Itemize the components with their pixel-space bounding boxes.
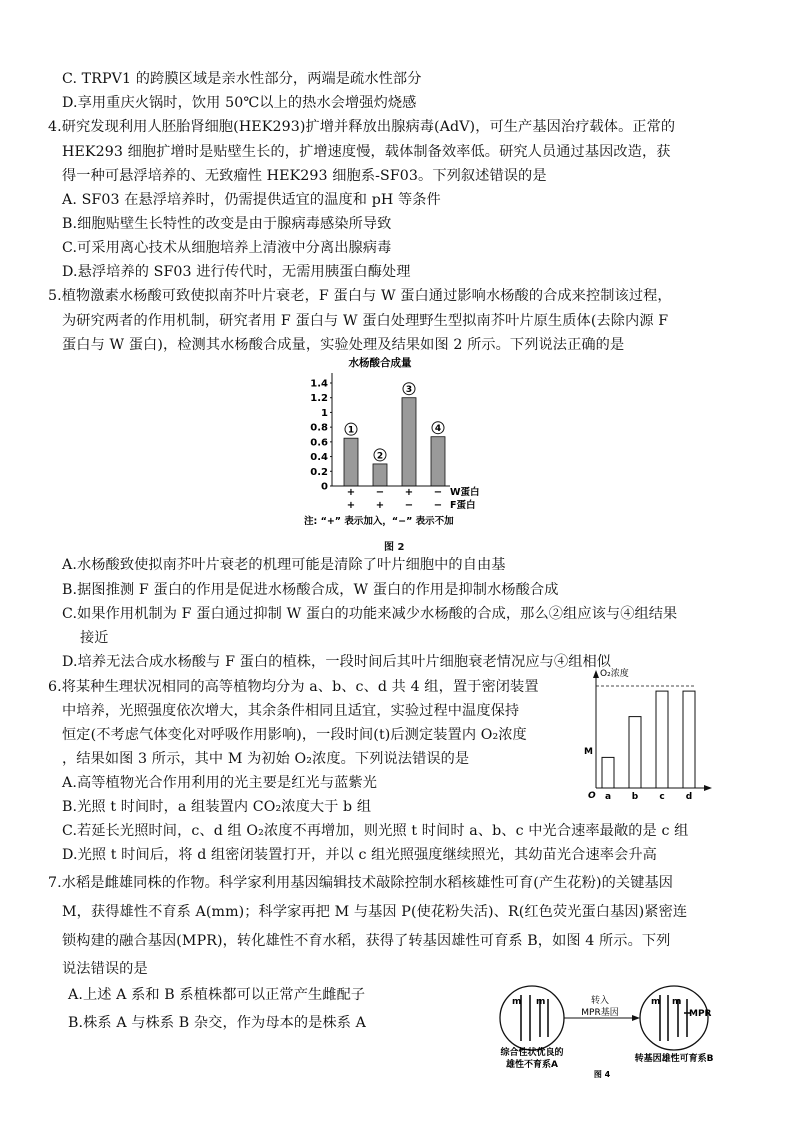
bar [431,437,445,486]
text-line: HEK293 细胞扩增时是贴壁生长的，扩增速度慢，载体制备效率低。研究人员通过基因改造，获 [62,144,671,160]
left-label-1: 综合性状优良的 [500,1048,564,1058]
text-line: 中培养，光照强度依次增大，其余条件相同且适宜，实验过程中温度保持 [62,703,520,719]
text-line: A.上述 A 系和 B 系植株都可以正常产生雌配子 [68,987,366,1003]
o2-bar [629,717,641,788]
right-label: 转基因雄性可育系B [634,1054,714,1064]
text-line: D.享用重庆火锅时，饮用 50℃以上的热水会增强灼烧感 [62,95,417,111]
y-tick-label: 0.2 [310,466,328,478]
text-line: 6.将某种生理状况相同的高等植物均分为 a、b、c、d 共 4 组，置于密闭装置 [48,679,539,695]
o2-bar [656,691,668,788]
text-line: D.光照 t 时间后，将 d 组密闭装置打开，并以 c 组光照强度继续照光，其幼苗光合速率会升高 [62,847,657,863]
text-line: 5.植物激素水杨酸可致使拟南芥叶片衰老，F 蛋白与 W 蛋白通过影响水杨酸的合成来控制该过程， [48,288,672,304]
bar [402,398,416,486]
svg-text:m: m [672,997,682,1007]
y-axis-label: O₂浓度 [600,669,629,679]
bar-label: 4 [434,424,442,435]
sign-w_row: − [375,487,385,498]
left-label-2: 雄性不育系A [506,1060,558,1070]
m-label: M [584,747,593,757]
text-line: A.水杨酸致使拟南芥叶片衰老的机理可能是清除了叶片细胞中的自由基 [62,557,506,573]
bar-label: 1 [347,425,355,436]
x-category-label: a [604,792,612,802]
text-line: C.可采用离心技术从细胞培养上清液中分离出腺病毒 [62,240,392,256]
bar [344,438,358,486]
sign-w_row: − [433,487,443,498]
sign-f_row: − [433,500,443,511]
y-tick-label: 0.8 [310,422,328,434]
svg-text:m: m [512,997,522,1007]
y-tick-label: 0.4 [310,452,328,464]
sign-f_row: + [346,500,356,511]
arrow-label-2: MPR基因 [581,1008,619,1018]
y-tick-label: 0 [321,481,328,493]
x-category-label: c [659,792,665,802]
sign-w_row: + [346,487,356,498]
text-line: 得一种可悬浮培养的、无致瘤性 HEK293 细胞系-SF03。下列叙述错误的是 [62,168,547,184]
svg-text:m: m [536,997,546,1007]
figure-4-chromosome-diagram [494,973,734,1083]
w-protein-label: W蛋白 [450,487,480,498]
text-line: 蛋白与 W 蛋白)，检测其水杨酸合成量，实验处理及结果如图 2 所示。下列说法正确的是 [62,337,625,353]
sign-w_row: + [404,487,414,498]
figure-2-caption: 图 2 [384,542,405,553]
text-line: B.光照 t 时间时，a 组装置内 CO₂浓度大于 b 组 [62,799,372,815]
mpr-label: MPR [689,1009,712,1019]
bar-label: 2 [376,451,384,462]
text-line: C.如果作用机制为 F 蛋白通过抑制 W 蛋白的功能来减少水杨酸的合成，那么②组应该与④组结果 [62,606,678,622]
bar [373,464,387,486]
svg-text:m: m [651,997,661,1007]
x-category-label: d [685,792,693,802]
figure-2-salicylic-acid-chart [300,355,520,535]
bar-label: 3 [405,385,413,396]
text-line: 为研究两者的作用机制，研究者用 F 蛋白与 W 蛋白处理野生型拟南芥叶片原生质体(去除内源 F [62,313,669,329]
text-line: B.细胞贴壁生长特性的改变是由于腺病毒感染所导致 [62,216,392,232]
figure-3-o2-chart [582,666,712,802]
text-line: 锁构建的融合基因(MPR)，转化雄性不育水稻，获得了转基因雄性可育系 B，如图 4 所示。下列 [62,933,671,949]
text-line: 接近 [80,630,109,646]
x-category-label: b [631,792,639,802]
y-tick-label: 1.4 [310,378,328,390]
text-line: C. TRPV1 的跨膜区域是亲水性部分，两端是疏水性部分 [62,71,422,87]
text-line: ，结果如图 3 所示，其中 M 为初始 O₂浓度。下列说法错误的是 [62,751,470,767]
f-protein-label: F蛋白 [450,500,476,511]
figure-2-note: 注: “+” 表示加入，“−” 表示不加 [304,516,454,527]
sign-f_row: + [375,500,385,511]
figure-4-caption: 图 4 [593,1070,611,1079]
y-tick-label: 0.6 [310,437,328,449]
text-line: 恒定(不考虑气体变化对呼吸作用影响)，一段时间(t)后测定装置内 O₂浓度 [62,727,527,743]
text-line: B.株系 A 与株系 B 杂交，作为母本的是株系 A [68,1015,367,1031]
text-line: A.高等植物光合作用利用的光主要是红光与蓝紫光 [62,775,377,791]
arrow-label-1: 转入 [590,996,610,1006]
o2-bar [602,757,614,788]
text-line: M，获得雄性不育系 A(mm)；科学家再把 M 与基因 P(使花粉失活)、R(红色荧光蛋白基因)紧密连 [62,904,688,920]
o2-bar [683,691,695,788]
cell-a [500,986,564,1050]
text-line: 说法错误的是 [62,961,148,977]
text-line: B.据图推测 F 蛋白的作用是促进水杨酸合成，W 蛋白的作用是抑制水杨酸合成 [62,582,559,598]
text-line: 4.研究发现利用人胚胎肾细胞(HEK293)扩增并释放出腺病毒(AdV)，可生产基因治疗载体。正常的 [48,119,676,135]
text-line: C.若延长光照时间，c、d 组 O₂浓度不再增加，则光照 t 时间时 a、b、c 中光合速率最敞的是 c 组 [62,823,689,839]
origin-label: O [588,791,596,801]
text-line: D.悬浮培养的 SF03 进行传代时，无需用胰蛋白酶处理 [62,264,411,280]
chart-title: 水杨酸合成量 [348,357,412,369]
text-line: A. SF03 在悬浮培养时，仍需提供适宜的温度和 pH 等条件 [62,192,441,208]
y-tick-label: 1.2 [310,393,328,405]
text-line: D.培养无法合成水杨酸与 F 蛋白的植株，一段时间后其叶片细胞衰老情况应与④组相似 [62,654,612,670]
y-tick-label: 1 [321,407,328,419]
sign-f_row: − [404,500,414,511]
text-line: 7.水稻是雌雄同株的作物。科学家利用基因编辑技术敲除控制水稻核雄性可育(产生花粉)的关键基因 [48,875,674,891]
